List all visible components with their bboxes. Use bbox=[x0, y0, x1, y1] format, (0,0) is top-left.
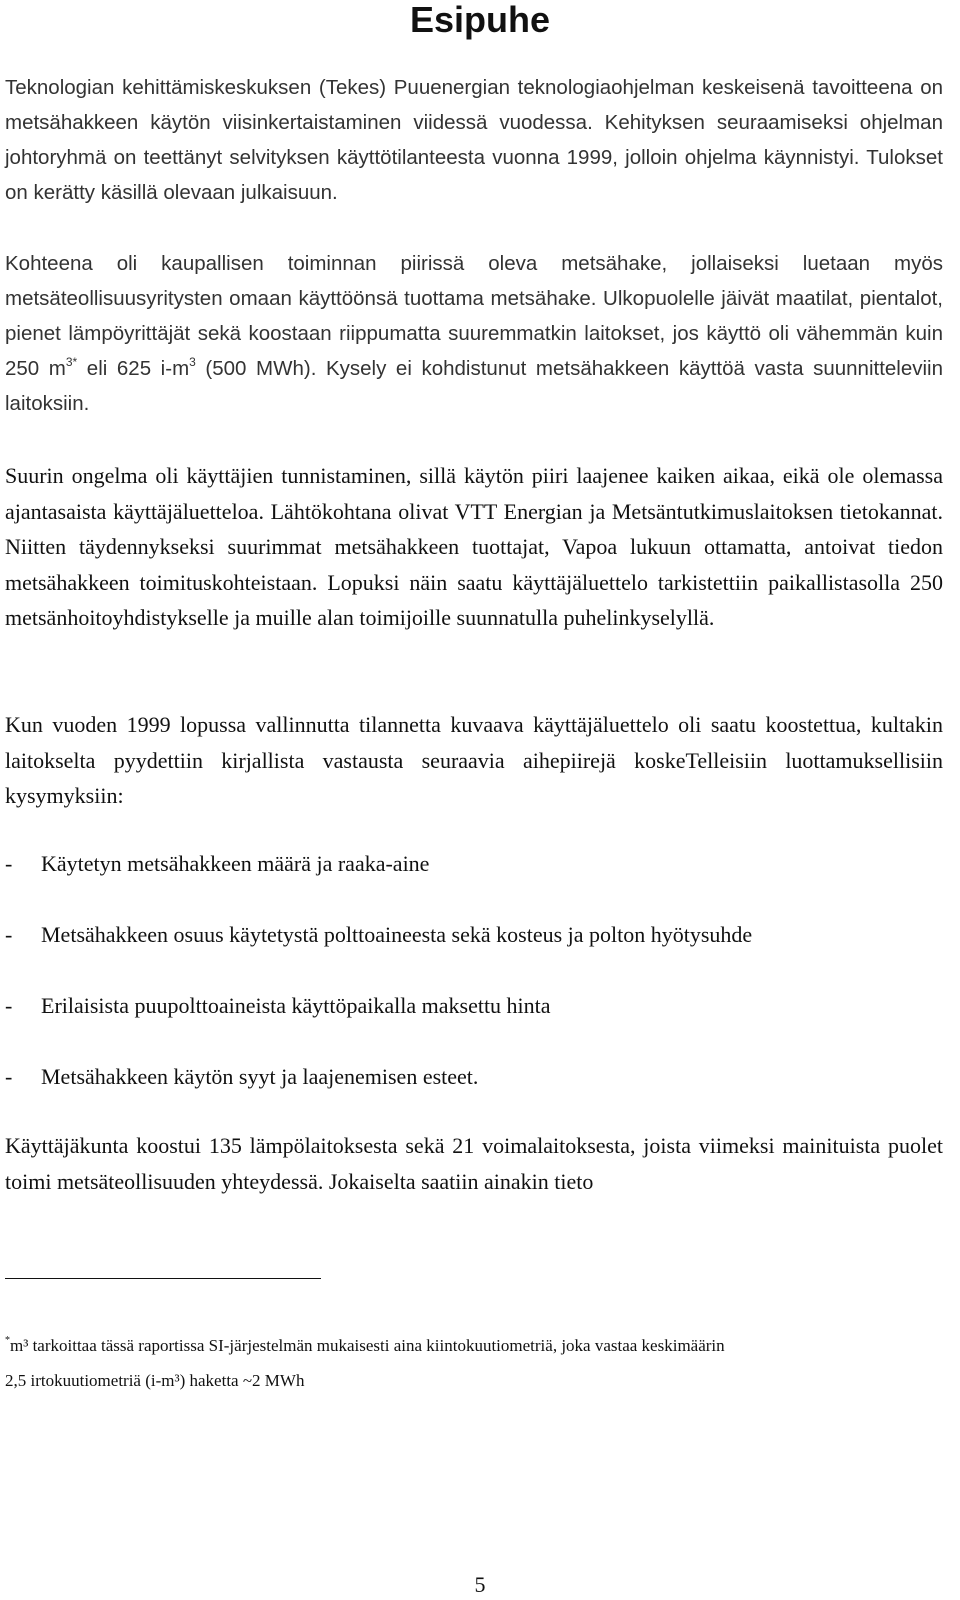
list-item-text: Erilaisista puupolttoaineista käyttöpaikalla maksettu hinta bbox=[41, 993, 551, 1018]
paragraph-scope bbox=[5, 246, 943, 421]
paragraph-survey: Kun vuoden 1999 lopussa vallinnutta tilannetta kuvaava käyttäjäluettelo oli saatu koostettua, kultakin laitokselta pyydettiin kirjallista vastausta seuraavia aihepiirejä koskeTelleisiin luottamuksellisiin kysymyksiin: bbox=[5, 712, 943, 808]
paragraph-respondents: Käyttäjäkunta koostui 135 lämpölaitoksesta sekä 21 voimalaitoksesta, joista viimeksi mainituista puolet toimi metsäteollisuuden yhteydessä. Jokaiselta saatiin ainakin tieto bbox=[5, 1133, 943, 1194]
superscript-cubic-asterisk: 3* bbox=[65, 355, 78, 369]
footnote-marker: * bbox=[5, 1335, 10, 1346]
list-dash: - bbox=[5, 1064, 13, 1089]
list-item-text: Käytetyn metsähakkeen määrä ja raaka-aine bbox=[41, 851, 430, 876]
superscript-cubic: 3 bbox=[189, 355, 196, 369]
list-item-text: Metsähakkeen osuus käytetystä polttoaineesta sekä kosteus ja polton hyötysuhde bbox=[41, 922, 753, 947]
list-item bbox=[5, 920, 943, 950]
list-item bbox=[5, 1062, 943, 1092]
list-item bbox=[5, 991, 943, 1021]
list-dash: - bbox=[5, 922, 13, 947]
paragraph-scope-text-c: (500 MWh). Kysely ei kohdistunut metsähakkeen käyttöä vasta suunnitteleviin laitoksiin. bbox=[5, 357, 944, 415]
paragraph-identification: Suurin ongelma oli käyttäjien tunnistaminen, sillä käytön piiri laajenee kaiken aikaa, eikä ole olemassa ajantasaista käyttäjäluetteloa. Lähtökohtana olivat VTT Energian ja Metsäntutkimuslaitoksen tietokannat. Niitten täydennykseksi suurimmat metsähakkeen tuottajat, Vapoa lukuun ottamatta, antoivat tiedon metsähakkeen toimituskohteistaan. Lopuksi näin saatu käyttäjäluettelo tarkistettiin paikallistasolla 250 metsänhoitoyhdistykselle ja muille alan toimijoille suunnatulla puhelinkyselyllä. bbox=[5, 463, 943, 630]
paragraph-scope-text-a: Kohteena oli kaupallisen toiminnan piirissä oleva metsähake, jollaiseksi luetaan myös metsäteollisuusyritysten omaan käyttöönsä tuottama metsähake. Ulkopuolelle jäivät maatilat, pientalot, pienet lämpöyrittäjät sekä koostaan riippumatta suuremmatkin laitokset, jos käyttö oli vähemmän kuin 250 m bbox=[5, 252, 943, 380]
footnote-divider bbox=[5, 1278, 321, 1279]
list-item-text: Metsähakkeen käytön syyt ja laajenemisen esteet. bbox=[41, 1064, 479, 1089]
page-title: Esipuhe bbox=[409, 0, 551, 40]
page-number: 5 bbox=[474, 1572, 486, 1597]
list-item bbox=[5, 849, 943, 879]
list-dash: - bbox=[5, 851, 13, 876]
list-dash: - bbox=[5, 993, 13, 1018]
paragraph-intro: Teknologian kehittämiskeskuksen (Tekes) Puuenergian teknologiaohjelman keskeisenä tavoitteena on metsähakkeen käytön viisinkertaistaminen viidessä vuodessa. Kehityksen seuraamiseksi ohjelman johtoryhmä on teettänyt selvityksen käyttötilanteesta vuonna 1999, jolloin ohjelma käynnistyi. Tulokset on kerätty käsillä olevaan julkaisuun. bbox=[5, 76, 943, 204]
footnote bbox=[5, 1328, 943, 1398]
footnote-text-line-2: 2,5 irtokuutiometriä (i-m³) haketta ~2 MWh bbox=[5, 1371, 305, 1390]
paragraph-scope-text-b: eli 625 i-m bbox=[77, 357, 190, 380]
footnote-text-line-1: m³ tarkoittaa tässä raportissa SI-järjestelmän mukaisesti aina kiintokuutiometriä, joka vastaa keskimäärin bbox=[10, 1336, 725, 1355]
